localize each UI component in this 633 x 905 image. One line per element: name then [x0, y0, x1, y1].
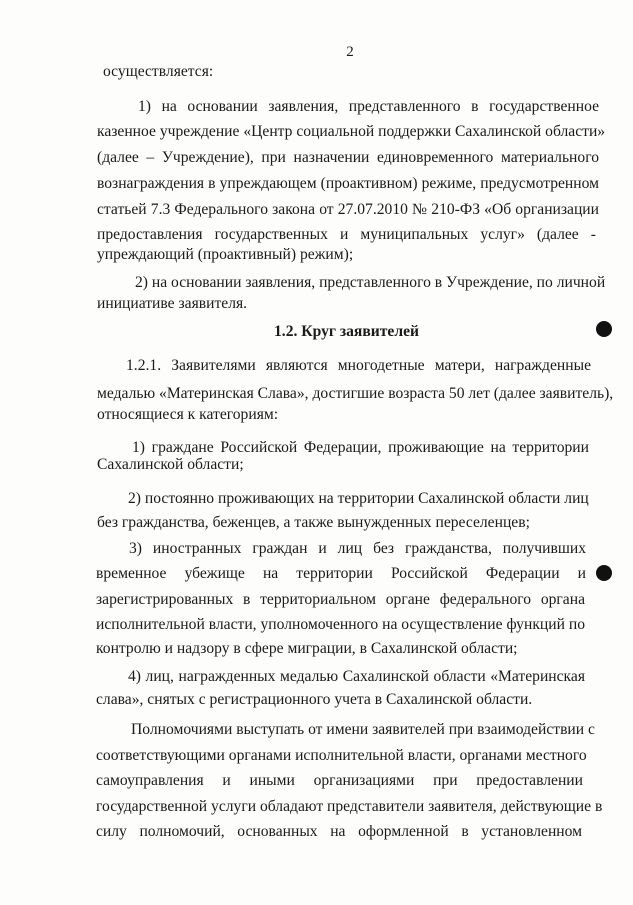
text-line: вознаграждения в упреждающем (проактивном) режиме, предусмотренном [97, 175, 599, 192]
text-line: 1) на основании заявления, представленного в государственное [138, 98, 599, 115]
text-line: исполнительной власти, уполномоченного на осуществление функций по [96, 616, 585, 633]
text-line: 2) на основании заявления, представленного в Учреждение, по личной [135, 274, 606, 291]
text-line: без гражданства, беженцев, а также вынужденных переселенцев; [97, 514, 530, 531]
text-line: слава», снятых с регистрационного учета в Сахалинской области. [96, 691, 533, 708]
text-line: Полномочиями выступать от имени заявителей при взаимодействии с [131, 721, 595, 738]
text-line: контролю и надзору в сфере миграции, в Сахалинской области; [96, 640, 518, 657]
text-line: упреждающий (проактивный) режим); [97, 246, 354, 263]
text-line: Сахалинской области; [97, 456, 244, 473]
text-line: (далее – Учреждение), при назначении единовременного материального [97, 149, 599, 166]
text-line: силу полномочий, основанных на оформленной в установленном [96, 823, 582, 840]
text-line: самоуправления и иными организациями при предоставлении [96, 772, 583, 789]
text-line: 2) постоянно проживающих на территории Сахалинской области лиц [128, 490, 589, 507]
text-line: казенное учреждение «Центр социальной поддержки Сахалинской области» [97, 123, 606, 140]
binder-hole-mark [596, 321, 612, 337]
text-line: инициативе заявителя. [97, 295, 248, 312]
text-line: зарегистрированных в территориальном органе федерального органа [96, 591, 585, 608]
text-line: осуществляется: [103, 63, 214, 80]
text-line: государственной услуги обладают представители заявителя, действующие в [96, 798, 603, 815]
binder-hole-mark [596, 565, 612, 581]
text-line: соответствующими органами исполнительной власти, органами местного [96, 747, 587, 764]
page-number: 2 [346, 44, 354, 60]
text-line: относящиеся к категориям: [97, 406, 279, 423]
text-line: статьей 7.3 Федерального закона от 27.07.2010 № 210-ФЗ «Об организации [97, 201, 599, 218]
text-line: 1) граждане Российской Федерации, проживающие на территории [132, 439, 589, 456]
text-line: 4) лиц, награжденных медалью Сахалинской области «Материнская [128, 668, 585, 685]
text-line: 1.2.1. Заявителями являются многодетные матери, награжденные [126, 357, 591, 374]
section-heading: 1.2. Круг заявителей [274, 323, 419, 340]
text-line: медалью «Материнская Слава», достигшие возраста 50 лет (далее заявитель), [97, 385, 614, 402]
text-line: предоставления государственных и муниципальных услуг» (далее - [97, 226, 596, 243]
text-line: временное убежище на территории Российской Федерации и [96, 565, 586, 582]
text-line: 3) иностранных граждан и лиц без гражданства, получивших [129, 540, 586, 557]
